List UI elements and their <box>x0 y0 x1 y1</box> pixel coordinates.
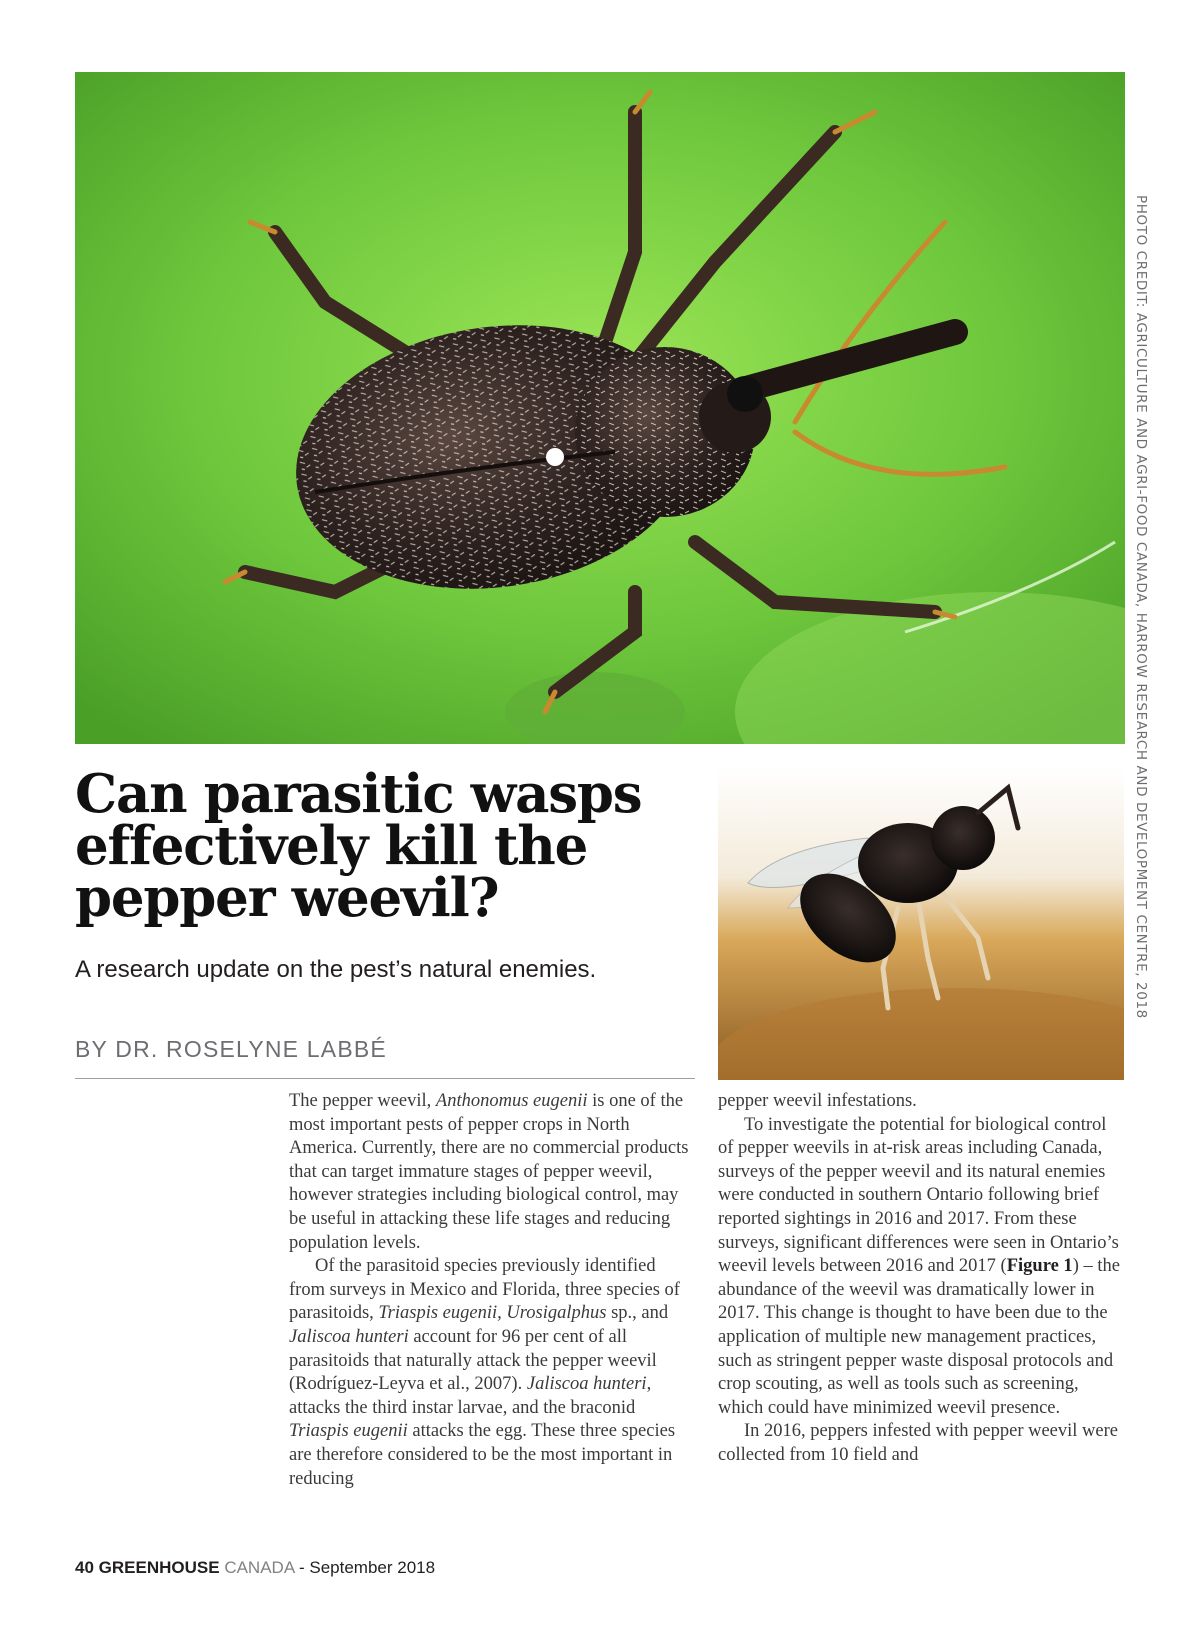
italic-term: Jaliscoa hunteri <box>289 1326 409 1347</box>
italic-term: Triaspis eugenii <box>289 1421 408 1442</box>
italic-term: Triaspis eugenii, Urosigalphus <box>378 1303 607 1324</box>
photo-credit: PHOTO CREDIT: AGRICULTURE AND AGRI-FOOD CANADA, HARROW RESEARCH AND DEVELOPMENT CENTRE, 2018 <box>1133 195 1149 1019</box>
deck-subtitle: A research update on the pest’s natural enemies. <box>75 956 597 983</box>
divider-rule <box>75 1078 695 1079</box>
italic-term: Jaliscoa hunteri <box>526 1374 647 1395</box>
text-run: To investigate the potential for biological control of pepper weevils in at-risk areas including Canada, surveys of the pepper weevil and its natural enemies were conducted in southern Ontario following brief reported sightings in 2016 and 2017. From these surveys, significant differences were seen in Ontario’s weevil levels between 2016 and 2017 ( <box>718 1114 1119 1277</box>
text-run: is one of the most important pests of pepper crops in North America. Currently, there are no commercial products that can target immature stages of pepper weevil, however strategies including biological control, may be useful in attacking these life stages and reducing population levels. <box>289 1091 689 1253</box>
pepper-weevil-photo <box>75 72 1125 744</box>
body-column-right <box>718 1090 1123 1468</box>
headline: Can parasitic wasps effectively kill the pepper weevil? <box>75 763 642 929</box>
text-run: account for 96 per cent of all parasitoids that naturally attack the pepper weevil (Rodríguez-Leyva et al., 2007). <box>289 1326 657 1395</box>
text-run: The pepper weevil, <box>289 1091 436 1111</box>
text-run: ) – the abundance of the weevil was dramatically lower in 2017. This change is thought to have been due to the application of multiple new management practices, such as stringent pepper waste disposal protocols and crop scouting, as well as tools such as screening, which could have minimized weevil presence. <box>718 1256 1120 1418</box>
byline: BY DR. ROSELYNE LABBÉ <box>75 1036 387 1062</box>
magazine-name: GREENHOUSE <box>98 1558 220 1577</box>
paragraph <box>289 1090 694 1255</box>
text-run: , attacks the third instar larvae, and the braconid <box>289 1374 652 1418</box>
text-run: Of the parasitoid species previously identified from surveys in Mexico and Florida, three species of parasitoids, <box>289 1256 680 1324</box>
page-footer <box>75 1558 435 1578</box>
magazine-subname: CANADA <box>224 1558 295 1577</box>
page-number: 40 <box>75 1558 94 1577</box>
figure-reference: Figure 1 <box>1006 1256 1073 1277</box>
italic-term: Anthonomus eugenii <box>435 1091 588 1111</box>
text-run: pepper weevil infestations. <box>718 1091 917 1111</box>
text-run: attacks the egg. These three species are therefore considered to be the most important in reducing <box>289 1421 676 1489</box>
issue-date: - September 2018 <box>298 1558 436 1577</box>
paragraph <box>718 1090 1123 1114</box>
paragraph <box>718 1420 1123 1467</box>
paragraph <box>289 1255 694 1491</box>
body-column-left <box>289 1090 694 1491</box>
paragraph <box>718 1114 1123 1421</box>
parasitic-wasp-photo <box>718 768 1124 1080</box>
text-run: In 2016, peppers infested with pepper weevil were collected from 10 field and <box>718 1421 1118 1465</box>
text-run: sp., and <box>606 1303 669 1324</box>
